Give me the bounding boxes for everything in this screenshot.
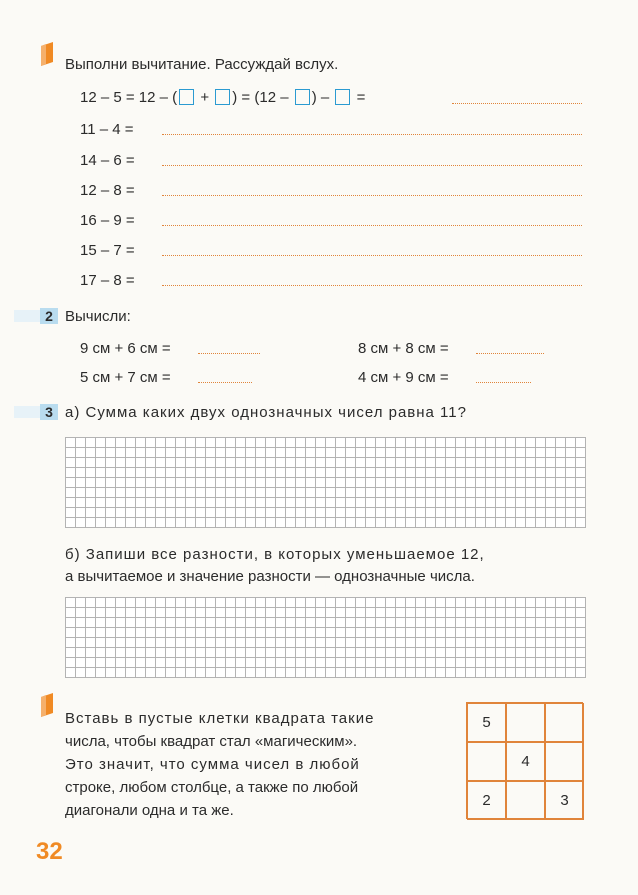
answer-line[interactable] xyxy=(162,165,582,166)
task1-row: 16 – 9 = xyxy=(80,212,135,229)
answer-line[interactable] xyxy=(198,382,252,383)
answer-box[interactable] xyxy=(335,89,350,105)
task1-row: 11 – 4 = xyxy=(80,121,134,138)
task1-instruction: Выполни вычитание. Рассуждай вслух. xyxy=(65,56,339,73)
answer-line[interactable] xyxy=(162,134,582,135)
pencil-icon xyxy=(37,42,57,68)
answer-line[interactable] xyxy=(476,382,531,383)
answer-box[interactable] xyxy=(295,89,310,105)
magic-cell[interactable] xyxy=(467,742,506,781)
magic-cell[interactable] xyxy=(506,703,545,742)
task1-row: 17 – 8 = xyxy=(80,272,135,289)
pencil-icon xyxy=(37,693,57,719)
answer-line[interactable] xyxy=(162,195,582,196)
task3-number-badge: 3 xyxy=(40,404,58,420)
task4-text: диагонали одна и та же. xyxy=(65,802,234,819)
answer-line[interactable] xyxy=(162,255,582,256)
task1-row: 15 – 7 = xyxy=(80,242,135,259)
page-number: 32 xyxy=(36,838,63,865)
magic-cell[interactable] xyxy=(545,703,584,742)
task2-expression: 9 см + 6 см = xyxy=(80,340,171,357)
task1-row: 12 – 8 = xyxy=(80,182,135,199)
task2-title: Вычисли: xyxy=(65,308,131,325)
writing-grid[interactable] xyxy=(65,597,586,678)
magic-cell[interactable]: 2 xyxy=(467,781,506,820)
answer-box[interactable] xyxy=(215,89,230,105)
magic-cell[interactable]: 4 xyxy=(506,742,545,781)
answer-line[interactable] xyxy=(162,285,582,286)
task2-number-badge: 2 xyxy=(40,308,58,324)
writing-grid[interactable] xyxy=(65,437,586,528)
task3-question-a: а) Сумма каких двух однозначных чисел равна 11? xyxy=(65,404,467,421)
magic-cell[interactable] xyxy=(506,781,545,820)
task2-expression: 8 см + 8 см = xyxy=(358,340,449,357)
task4-text: числа, чтобы квадрат стал «магическим». xyxy=(65,733,358,750)
task2-expression: 5 см + 7 см = xyxy=(80,369,171,386)
task4-text: Вставь в пустые клетки квадрата такие xyxy=(65,710,375,727)
magic-square xyxy=(466,702,583,819)
magic-cell[interactable]: 3 xyxy=(545,781,584,820)
answer-box[interactable] xyxy=(179,89,194,105)
answer-line[interactable] xyxy=(476,353,544,354)
task2-expression: 4 см + 9 см = xyxy=(358,369,449,386)
task4-text: Это значит, что сумма чисел в любой xyxy=(65,756,360,773)
magic-cell[interactable] xyxy=(545,742,584,781)
task3-question-b: а вычитаемое и значение разности — однозначные числа. xyxy=(65,568,475,585)
task3-question-b: б) Запиши все разности, в которых уменьшаемое 12, xyxy=(65,546,485,563)
task1-row: 14 – 6 = xyxy=(80,152,135,169)
task1-example: 12 – 5 = 12 – ( + ) = (12 – ) – = xyxy=(80,89,366,106)
answer-line[interactable] xyxy=(452,103,582,104)
magic-cell[interactable]: 5 xyxy=(467,703,506,742)
task4-text: строке, любом столбце, а также по любой xyxy=(65,779,359,796)
answer-line[interactable] xyxy=(198,353,260,354)
answer-line[interactable] xyxy=(162,225,582,226)
